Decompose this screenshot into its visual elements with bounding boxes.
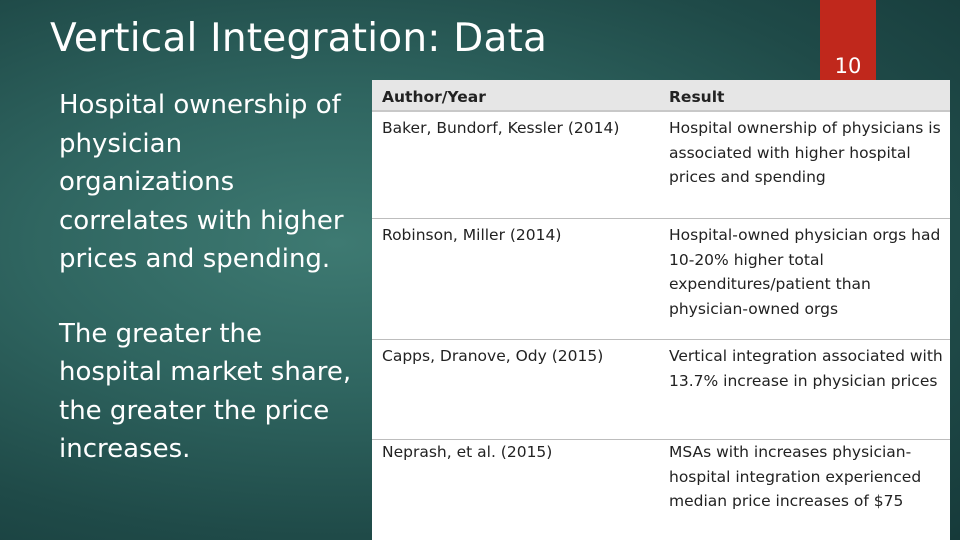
studies-table bbox=[372, 80, 950, 540]
table-cell-result: Hospital ownership of physicians is associated with higher hospital prices and spending bbox=[669, 119, 941, 186]
table-row bbox=[372, 440, 950, 540]
table-cell-result: Hospital-owned physician orgs had 10-20% higher total expenditures/patient than physician-owned orgs bbox=[669, 226, 941, 318]
left-paragraph-1: Hospital ownership of physician organizations correlates with higher prices and spending. bbox=[59, 90, 344, 274]
table-header-row bbox=[372, 80, 950, 112]
header-result: Result bbox=[669, 88, 725, 106]
table-cell-result: Vertical integration associated with 13.7% increase in physician prices bbox=[669, 347, 943, 390]
header-author-year: Author/Year bbox=[382, 88, 486, 106]
table-row bbox=[372, 340, 950, 440]
table-row bbox=[372, 219, 950, 340]
table-cell-author: Robinson, Miller (2014) bbox=[382, 226, 562, 244]
slide-number: 10 bbox=[834, 54, 862, 78]
table-cell-author: Neprash, et al. (2015) bbox=[382, 443, 553, 461]
slide-title: Vertical Integration: Data bbox=[50, 16, 548, 61]
table-row bbox=[372, 112, 950, 219]
table-cell-author: Baker, Bundorf, Kessler (2014) bbox=[382, 119, 620, 137]
slide-number-badge bbox=[820, 0, 876, 80]
table-cell-result: MSAs with increases physician-hospital integration experienced median price increases of $75 bbox=[669, 443, 922, 510]
left-text-column bbox=[59, 86, 359, 469]
table-cell-author: Capps, Dranove, Ody (2015) bbox=[382, 347, 604, 365]
left-paragraph-2: The greater the hospital market share, the greater the price increases. bbox=[59, 318, 352, 464]
